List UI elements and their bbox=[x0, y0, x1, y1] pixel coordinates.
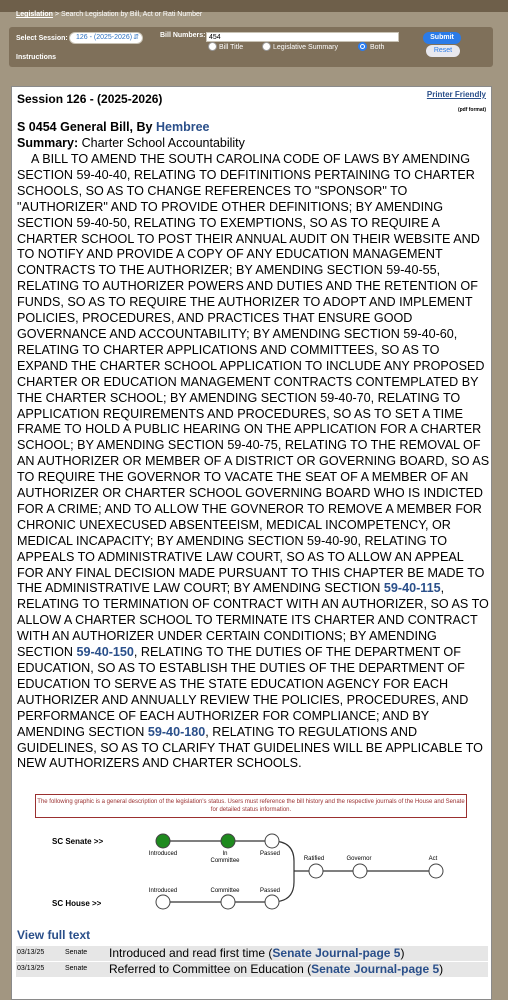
bill-text-part3: , RELATING TO THE DUTIES OF THE DEPARTMENT OF EDUCATION, SO AS TO ESTABLISH THE DUTIES OF THE DEPARTMENT OF EDUCATION TO SERVE AS THE STATE EDUCATION AGENCY FOR EACH AUTHORIZER AND ANNUALLY REVIEW THE POLICIES, PROCEDURES, AND PERFORMANCE OF EACH AUTHORIZER FOR COMPLIANCE; AND BY AMENDING SECTION bbox=[17, 645, 469, 739]
bill-panel bbox=[11, 86, 492, 1000]
history-row bbox=[16, 946, 488, 961]
breadcrumb-separator: > bbox=[54, 11, 59, 18]
flow-lines bbox=[163, 841, 438, 902]
section-link-59-40-115[interactable]: 59-40-115 bbox=[383, 581, 441, 596]
house-step-introduced-label: Introduced bbox=[148, 888, 178, 894]
senate-step-introduced-dot bbox=[156, 834, 170, 848]
history-text-after: ) bbox=[400, 946, 405, 960]
radio-bill-title-label: Bill Title bbox=[219, 44, 244, 51]
final-step-ratified-dot bbox=[309, 864, 323, 878]
final-step-act-dot bbox=[429, 864, 443, 878]
radio-both[interactable] bbox=[358, 42, 367, 51]
bill-numbers-label: Bill Numbers: bbox=[160, 32, 206, 39]
history-row bbox=[16, 962, 488, 977]
history-date: 03/13/25 bbox=[17, 965, 45, 972]
session-select-value: 126 - (2025-2026) bbox=[76, 34, 133, 41]
senate-step-passed-dot bbox=[265, 834, 279, 848]
pdf-format-note: (pdf format) bbox=[457, 107, 486, 113]
house-step-passed-label: Passed bbox=[259, 888, 281, 894]
sponsor-link[interactable]: Hembree bbox=[155, 120, 210, 134]
history-text-main: Introduced and read first time ( bbox=[109, 946, 273, 960]
journal-link[interactable]: Senate Journal-page 5 bbox=[311, 962, 440, 976]
session-label: Select Session: bbox=[16, 35, 68, 42]
status-flow-diagram bbox=[12, 821, 493, 921]
bill-heading bbox=[17, 120, 209, 134]
section-link-59-40-180[interactable]: 59-40-180 bbox=[147, 724, 206, 739]
bill-text-part1: A BILL TO AMEND THE SOUTH CAROLINA CODE OF LAWS BY AMENDING SECTION 59-40-40, RELATING TO DEFITINITIONS PERTAINING TO CHARTER SCHOOLS, SO AS TO CHANGE REFERENCES TO "SPONSOR" TO "AUTHORIZER" AND TO PROVIDE OTHER DEFINITIONS; BY AMENDING SECTION 59-40-50, RELATING TO EXEMPTIONS, SO AS TO REQUIRE A CHARTER SCHOOL TO POST THEIR ANNUAL AUDIT ON THEIR WEBSITE AND TO NOTIFY AND PROVIDE A COPY OF ANY EDUCATION MANAGEMENT CONTRACTS TO THE AUTHORIZER; BY AMENDING SECTION 59-40-55, RELATING TO AUTHORIZER POWERS AND DUTIES AND THE RETENTION OF FUNDS, SO AS TO REQUIRE THE AUTHORIZER TO ADOPT AND IMPLEMENT POLICIES, PROCEDURES, AND PRACTICES THAT ENSURE GOOD GOVERNANCE AND ACCOUNTABILITY; BY AMENDING SECTION 59-40-60, RELATING TO CHARTER APPLICATIONS AND COMMITTEES, SO AS TO EXPAND THE CHARTER SCHOOL APPLICATION TO INCLUDE ANY PROPOSED CHARTER OR EDUCATION MANAGEMENT CONTRACTS CONTEMPLATED BY THE CHARTER SCHOOL; BY AMENDING SECTION 59-40-70, RELATING TO APPLICATION REQUIREMENTS AND PROCEDURES, SO AS TO SET A TIME FRAME TO HOLD A PUBLIC HEARING ON THE APPLICATION FOR A CHARTER SCHOOL; BY AMENDING SECTION 59-40-75, RELATING TO THE REMOVAL OF AN AUTHORIZER OR MEMBER OF A DISTRICT OR GOVERNING BOARD, SO AS TO REQUIRE THE GOVERNOR TO VACATE THE SEAT OF A MEMBER OF AN AUTHORIZER OR CHARTER SCHOOL GOVERNING BOARD WHO IS INDICTED FOR A CRIME; AND TO ALLOW THE GOVNEROR TO REMOVE A MEMBER FOR CHRONIC UNEXECUSED ABSENTEEISM, MEDICAL INCOMPETENCY, OR MEDICAL INCAPACITY; BY AMENDING SECTION 59-40-90, RELATING TO APPEALS TO ADMINISTRATIVE LAW COURT, SO AS TO ALLOW AN APPEAL FOR ANY FINAL DECISION MADE PURSUANT TO THIS CHAPTER BE MADE TO THE ADMINISTRATIVE LAW COURT; BY AMENDING SECTION bbox=[17, 152, 490, 596]
house-step-committee-label: Committee bbox=[210, 888, 240, 894]
history-text bbox=[109, 946, 404, 960]
breadcrumb-root-link[interactable]: Legislation bbox=[16, 11, 53, 18]
breadcrumb-current: Search Legislation by Bill, Act or Rati Number bbox=[60, 11, 203, 18]
bill-text-part4: , RELATING TO REGULATIONS AND GUIDELINES, SO AS TO CLARIFY THAT GUIDELINES WILL BE APPLICABLE TO NEW AUTHORIZERS AND CHARTER SCHOOLS. bbox=[17, 724, 483, 771]
house-label: SC House >> bbox=[52, 899, 102, 908]
summary-value: Charter School Accountability bbox=[81, 136, 245, 150]
senate-step-committee-dot bbox=[221, 834, 235, 848]
section-link-59-40-150[interactable]: 59-40-150 bbox=[76, 645, 134, 660]
status-note: The following graphic is a general description of the legislation's status. Users must reference the bill history and the respective journals of the House and Senate for detailed status information. bbox=[35, 794, 467, 818]
final-step-governor-label: Governor bbox=[346, 856, 372, 862]
summary-label: Summary: bbox=[17, 136, 79, 150]
bill-summary bbox=[17, 136, 245, 150]
radio-both-label: Both bbox=[370, 44, 385, 51]
history-date: 03/13/25 bbox=[17, 949, 45, 956]
senate-step-introduced-label: Introduced bbox=[148, 851, 178, 857]
radio-legislative-summary-label: Legislative Summary bbox=[273, 44, 338, 51]
chevron-updown-icon: ⇵ bbox=[133, 34, 139, 41]
house-step-committee-dot bbox=[221, 895, 235, 909]
radio-legislative-summary[interactable] bbox=[262, 42, 271, 51]
house-step-introduced-dot bbox=[156, 895, 170, 909]
journal-link[interactable]: Senate Journal-page 5 bbox=[272, 946, 401, 960]
view-full-text-link[interactable]: View full text bbox=[17, 928, 91, 942]
session-title: Session 126 - (2025-2026) bbox=[17, 92, 163, 106]
reset-button[interactable]: Reset bbox=[426, 45, 460, 57]
bill-heading-prefix: S 0454 General Bill, By bbox=[17, 120, 153, 134]
history-text-after: ) bbox=[439, 962, 444, 976]
instructions-link[interactable]: Instructions bbox=[16, 54, 57, 61]
history-chamber: Senate bbox=[65, 949, 88, 956]
session-select[interactable] bbox=[69, 32, 143, 44]
breadcrumb bbox=[16, 11, 202, 18]
house-step-passed-dot bbox=[265, 895, 279, 909]
bill-numbers-input[interactable] bbox=[206, 32, 399, 42]
printer-friendly-link[interactable]: Printer Friendly bbox=[426, 90, 486, 99]
bill-text-part2: , RELATING TO TERMINATION OF CONTRACT WITH AN AUTHORIZER, SO AS TO ALLOW A CHARTER SCHOOL TO TERMINATE ITS CHARTER AND CONTRACT WITH AN AUTHORIZER UNDER CERTAIN CONDITIONS; BY AMENDING SECTION bbox=[17, 581, 489, 660]
radio-bill-title[interactable] bbox=[208, 42, 217, 51]
final-step-governor-dot bbox=[353, 864, 367, 878]
senate-step-passed-label: Passed bbox=[259, 851, 281, 857]
history-text-main: Referred to Committee on Education ( bbox=[109, 962, 312, 976]
submit-button[interactable]: Submit bbox=[423, 32, 461, 44]
senate-label: SC Senate >> bbox=[52, 837, 104, 846]
final-step-ratified-label: Ratified bbox=[303, 856, 325, 862]
history-text bbox=[109, 962, 443, 976]
bill-text bbox=[17, 152, 491, 772]
senate-step-committee-label: In Committee bbox=[210, 851, 240, 864]
final-step-act-label: Act bbox=[428, 856, 438, 862]
history-chamber: Senate bbox=[65, 965, 88, 972]
